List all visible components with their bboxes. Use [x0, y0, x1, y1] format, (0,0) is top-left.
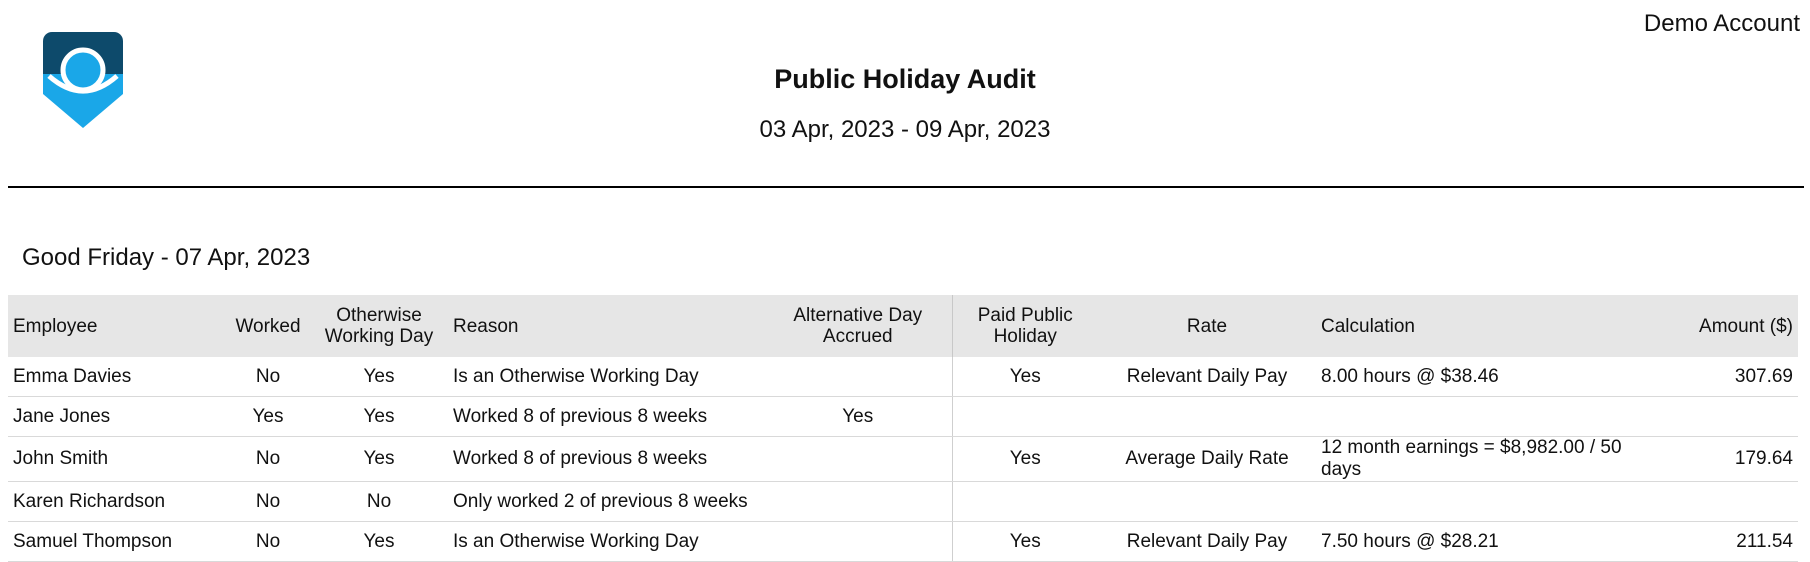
cell-calculation: 8.00 hours @ $38.46	[1316, 357, 1664, 397]
cell-paid-public-holiday	[952, 482, 1098, 522]
col-header-paid-public-holiday	[952, 295, 1098, 357]
report-title: Public Holiday Audit	[774, 64, 1036, 94]
table-row	[8, 482, 1798, 522]
cell-employee: Emma Davies	[8, 357, 226, 397]
cell-calculation: 7.50 hours @ $28.21	[1316, 522, 1664, 562]
cell-worked: No	[226, 522, 310, 562]
table-row	[8, 357, 1798, 397]
cell-alternative-day: Yes	[764, 397, 952, 437]
cell-calculation	[1316, 397, 1664, 437]
cell-rate: Relevant Daily Pay	[1098, 357, 1316, 397]
cell-calculation	[1316, 482, 1664, 522]
cell-otherwise-working-day: Yes	[310, 397, 448, 437]
holiday-section-title: Good Friday - 07 Apr, 2023	[22, 244, 311, 271]
cell-calculation: 12 month earnings = $8,982.00 / 50 days	[1316, 437, 1664, 482]
col-header-otherwise-line1: Otherwise	[336, 305, 422, 326]
cell-paid-public-holiday: Yes	[952, 357, 1098, 397]
cell-rate: Average Daily Rate	[1098, 437, 1316, 482]
cell-reason: Is an Otherwise Working Day	[448, 357, 764, 397]
account-name: Demo Account	[1643, 10, 1800, 37]
cell-rate	[1098, 397, 1316, 437]
cell-amount	[1664, 482, 1798, 522]
cell-employee: Jane Jones	[8, 397, 226, 437]
col-header-otherwise-working-day	[310, 295, 448, 357]
cell-worked: No	[226, 482, 310, 522]
cell-otherwise-working-day: Yes	[310, 357, 448, 397]
cell-worked: No	[226, 357, 310, 397]
cell-worked: Yes	[226, 397, 310, 437]
table-row	[8, 522, 1798, 562]
cell-amount: 211.54	[1664, 522, 1798, 562]
cell-alternative-day	[764, 522, 952, 562]
cell-alternative-day	[764, 437, 952, 482]
cell-otherwise-working-day: Yes	[310, 522, 448, 562]
header-divider	[8, 186, 1804, 188]
cell-reason: Only worked 2 of previous 8 weeks	[448, 482, 764, 522]
cell-amount	[1664, 397, 1798, 437]
cell-amount: 179.64	[1664, 437, 1798, 482]
cell-employee: Samuel Thompson	[8, 522, 226, 562]
table-row	[8, 397, 1798, 437]
col-header-paid-line2: Holiday	[993, 326, 1057, 347]
table-row	[8, 437, 1798, 482]
cell-paid-public-holiday: Yes	[952, 522, 1098, 562]
cell-alternative-day	[764, 357, 952, 397]
cell-paid-public-holiday: Yes	[952, 437, 1098, 482]
cell-paid-public-holiday	[952, 397, 1098, 437]
cell-rate	[1098, 482, 1316, 522]
cell-employee: Karen Richardson	[8, 482, 226, 522]
col-header-paid-line1: Paid Public	[977, 305, 1073, 326]
col-header-otherwise-line2: Working Day	[324, 326, 434, 347]
col-header-rate: Rate	[1098, 295, 1316, 357]
col-header-employee: Employee	[8, 295, 226, 357]
cell-otherwise-working-day: No	[310, 482, 448, 522]
col-header-alt-line2: Accrued	[822, 326, 893, 347]
cell-reason: Worked 8 of previous 8 weeks	[448, 437, 764, 482]
cell-reason: Is an Otherwise Working Day	[448, 522, 764, 562]
col-header-alt-line1: Alternative Day	[793, 305, 923, 326]
cell-rate: Relevant Daily Pay	[1098, 522, 1316, 562]
col-header-reason: Reason	[448, 295, 764, 357]
cell-amount: 307.69	[1664, 357, 1798, 397]
public-holiday-audit-table	[8, 295, 1798, 562]
col-header-alternative-day	[764, 295, 952, 357]
cell-otherwise-working-day: Yes	[310, 437, 448, 482]
cell-reason: Worked 8 of previous 8 weeks	[448, 397, 764, 437]
col-header-amount: Amount ($)	[1664, 295, 1798, 357]
col-header-calculation: Calculation	[1316, 295, 1664, 357]
col-header-worked: Worked	[226, 295, 310, 357]
table-header-row	[8, 295, 1798, 357]
report-date-range: 03 Apr, 2023 - 09 Apr, 2023	[759, 116, 1051, 143]
cell-alternative-day	[764, 482, 952, 522]
cell-employee: John Smith	[8, 437, 226, 482]
cell-worked: No	[226, 437, 310, 482]
